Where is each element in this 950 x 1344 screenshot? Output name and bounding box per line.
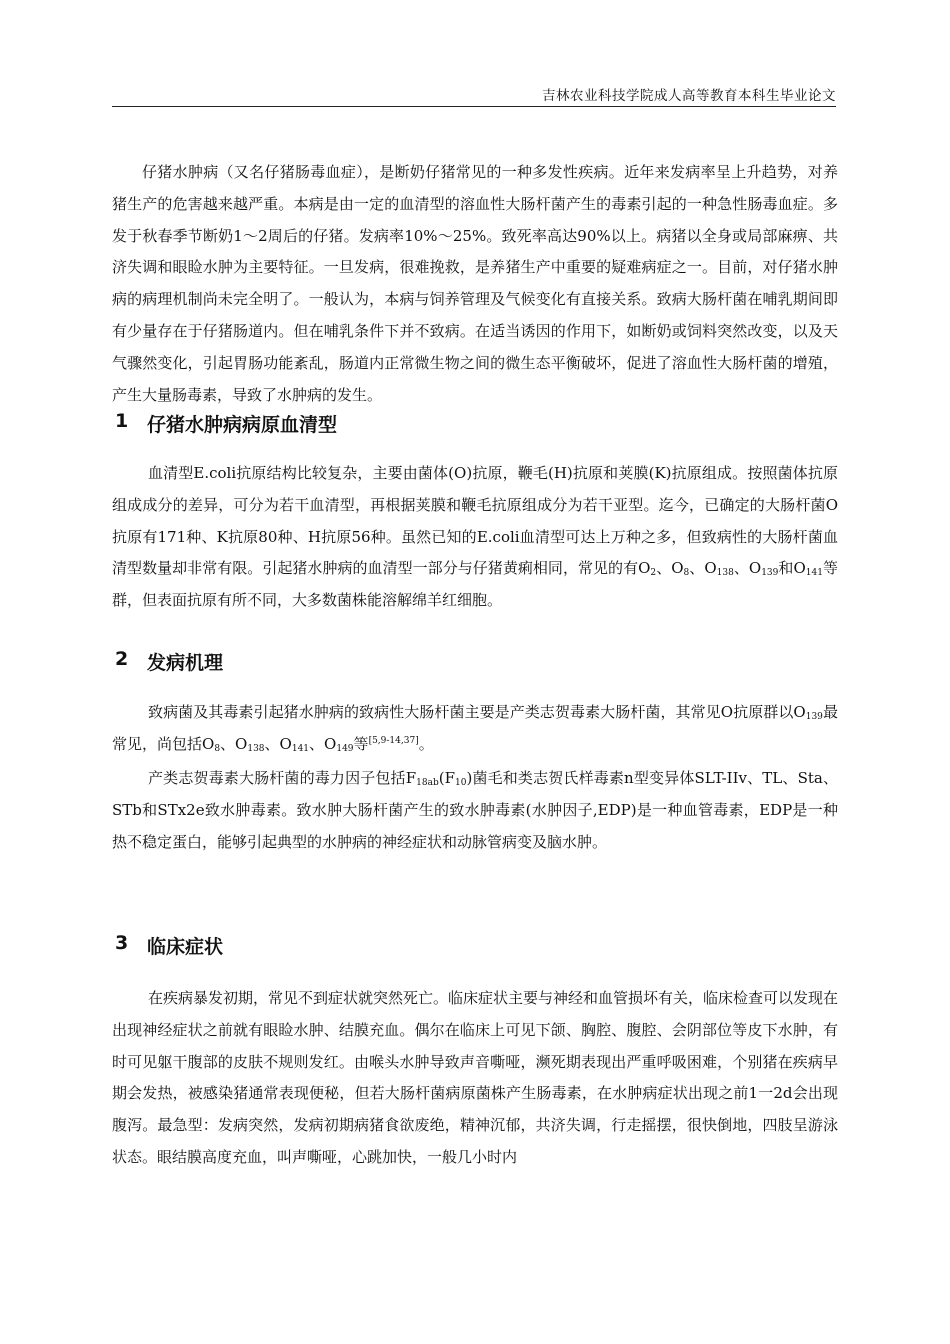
- serogroup-sub: 139: [805, 712, 823, 722]
- section-1-paragraph: [112, 458, 838, 617]
- section-1-title: 仔猪水肿病病原血清型: [147, 414, 338, 436]
- serogroup-sub: 8: [214, 743, 221, 754]
- section-2-text: 等: [353, 734, 369, 753]
- serogroup-sub: 139: [761, 568, 779, 579]
- section-2-title: 发病机理: [147, 652, 224, 674]
- serogroup-sub: 138: [716, 568, 734, 579]
- fimbria-sub: 18ab: [416, 778, 439, 788]
- serogroup-sep: 、O: [689, 559, 717, 578]
- section-1-heading: [115, 410, 337, 437]
- section-2-text: 致病菌及其毒素引起猪水肿病的致病性大肠杆菌主要是产类志贺毒素大肠杆菌，其常见O抗原群以O: [148, 703, 806, 721]
- section-3-heading: [115, 932, 223, 959]
- fimbria-sub: 10: [454, 778, 467, 788]
- section-3-number: 3: [115, 932, 129, 954]
- serogroup-sub: 149: [336, 743, 354, 754]
- section-2-text: 、O: [220, 734, 248, 753]
- serogroup-sep: 、O: [656, 559, 684, 578]
- section-2-text: 。: [418, 734, 434, 753]
- section-2-paragraph-2: [112, 763, 838, 858]
- section-3-title: 临床症状: [147, 936, 224, 958]
- section-2-text: 、O: [309, 734, 337, 753]
- serogroup-sub: 141: [291, 743, 310, 754]
- section-2-text: 最常见，尚包括O: [112, 703, 838, 753]
- section-1-text-b: 等群，但表面抗原有所不同，大多数菌株能溶解绵羊红细胞。: [112, 559, 838, 610]
- section-2-text: 、O: [264, 734, 292, 753]
- section-2-text: )菌毛和类志贺氏样毒素n型变异体SLT-IIv、TL、Sta、STb和STx2e致水肿毒素。致水肿大肠杆菌产生的致水肿毒素(水肿因子,EDP)是一种血管毒素，EDP是一种热不稳定蛋白，能够引起典型的水肿病的神经症状和动脉管病变及脑水肿。: [112, 769, 838, 851]
- serogroup-sub: 138: [247, 743, 265, 754]
- section-1-number: 1: [115, 410, 129, 432]
- serogroup-sub: 141: [805, 568, 823, 579]
- section-1-text-a: 血清型E.coli抗原结构比较复杂，主要由菌体(O)抗原，鞭毛(H)抗原和荚膜(K)抗原组成。按照菌体抗原组成成分的差异，可分为若干血清型，再根据荚膜和鞭毛抗原组成分为若干亚型。迄今，已确定的大肠杆菌O抗原有171种、K抗原80种、H抗原56种。虽然已知的E.coli血清型可达上万种之多，但致病性的大肠杆菌血清型数量却非常有限。引起猪水肿病的血清型一部分与仔猪黄痢相同，常见的有O: [112, 464, 838, 578]
- section-2-text: 产类志贺毒素大肠杆菌的毒力因子包括F: [148, 769, 417, 787]
- header-title: 吉林农业科技学院成人高等教育本科生毕业论文: [542, 88, 836, 104]
- intro-paragraph: 仔猪水肿病（又名仔猪肠毒血症），是断奶仔猪常见的一种多发性疾病。近年来发病率呈上升趋势，对养猪生产的危害越来越严重。本病是由一定的血清型的溶血性大肠杆菌产生的毒素引起的一种急性肠毒血症。多发于秋春季节断奶1～2周后的仔猪。发病率10%～25%。致死率高达90%以上。病猪以全身或局部麻痹、共济失调和眼睑水肿为主要特征。一旦发病，很难挽救，是养猪生产中重要的疑难病症之一。目前，对仔猪水肿病的病理机制尚未完全明了。一般认为，本病与饲养管理及气候变化有直接关系。致病大肠杆菌在哺乳期间即有少量存在于仔猪肠道内。但在哺乳条件下并不致病。在适当诱因的作用下，如断奶或饲料突然改变，以及天气骤然变化，引起胃肠功能紊乱，肠道内正常微生物之间的微生态平衡破坏，促进了溶血性大肠杆菌的增殖，产生大量肠毒素，导致了水肿病的发生。: [112, 163, 838, 404]
- section-2-number: 2: [115, 648, 129, 670]
- section-2-paragraph-1: [112, 697, 838, 761]
- serogroup-sep: 和O: [778, 559, 806, 578]
- running-header: [112, 84, 836, 107]
- section-2-heading: [115, 648, 223, 675]
- section-3-paragraph: 在疾病暴发初期，常见不到症状就突然死亡。临床症状主要与神经和血管损坏有关，临床检查可以发现在出现神经症状之前就有眼睑水肿、结膜充血。偶尔在临床上可见下颌、胸腔、腹腔、会阴部位等皮下水肿，有时可见躯干腹部的皮肤不规则发红。由喉头水肿导致声音嘶哑，濒死期表现出严重呼吸困难，个别猪在疾病早期会发热，被感染猪通常表现便秘，但若大肠杆菌病原菌株产生肠毒素，在水肿病症状出现之前1一2d会出现腹泻。最急型：发病突然，发病初期病猪食欲废绝，精神沉郁，共济失调，行走摇摆，很快倒地，四肢呈游泳状态。眼结膜高度充血，叫声嘶哑，心跳加快，一般几小时内: [112, 989, 839, 1166]
- serogroup-sub: 8: [683, 568, 690, 579]
- section-2-text: (F: [438, 769, 455, 787]
- serogroup-sub: 2: [650, 568, 657, 579]
- serogroup-sep: 、O: [733, 559, 762, 578]
- citation-superscript: [5,9-14,37]: [368, 735, 419, 746]
